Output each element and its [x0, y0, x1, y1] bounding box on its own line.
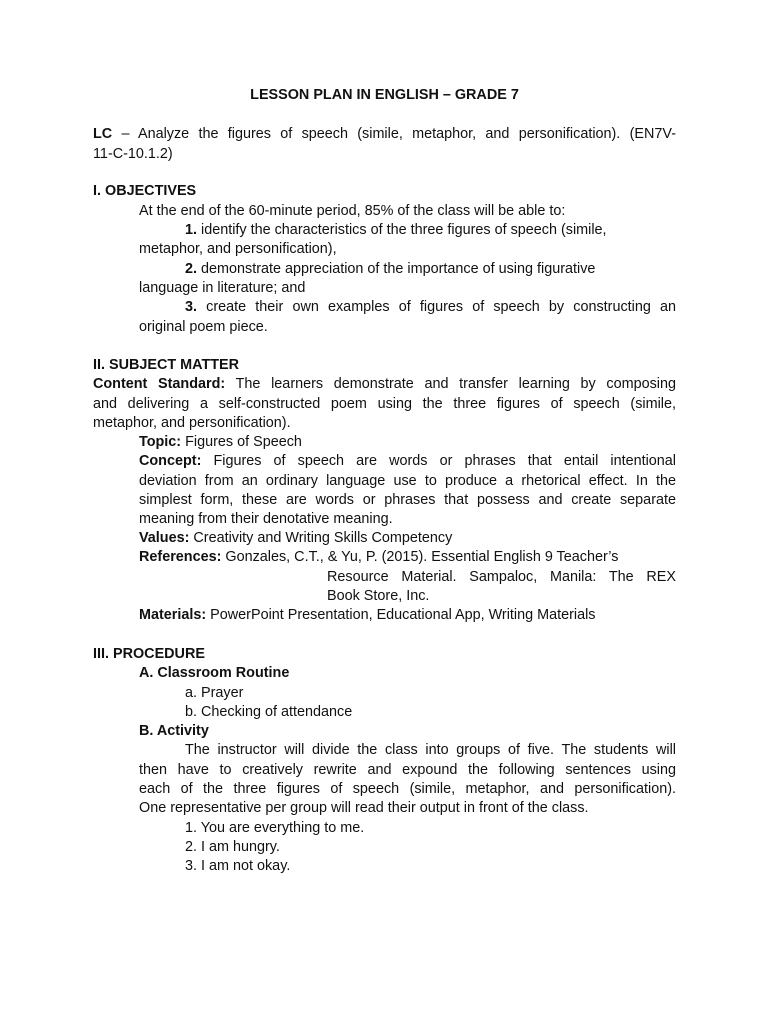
activity-line3: each of the three figures of speech (simile, metaphor, and personification). [139, 781, 676, 797]
objective-text-2: demonstrate appreciation of the importance of using figurative [197, 261, 596, 277]
objective-item-3-cont: original poem piece. [139, 319, 268, 335]
concept-label: Concept: [139, 453, 202, 469]
concept-line4: meaning from their denotative meaning. [139, 511, 393, 527]
sentence-item-1: 1. You are everything to me. [185, 820, 365, 836]
objective-item-1 [185, 221, 607, 240]
content-standard-label: Content Standard: [93, 376, 226, 392]
lc-text-line2: 11-C-10.1.2) [93, 146, 173, 162]
activity-line2: then have to creatively rewrite and expound the following sentences using [139, 762, 676, 778]
objective-item-1-cont: metaphor, and personification), [139, 241, 337, 257]
objective-num-1: 1. [185, 222, 198, 238]
objective-item-2 [185, 260, 595, 279]
values-label: Values: [139, 530, 190, 546]
procedure-heading: III. PROCEDURE [93, 646, 205, 662]
references [139, 548, 618, 567]
materials-value: PowerPoint Presentation, Educational App, Writing Materials [206, 607, 596, 623]
topic-value: Figures of Speech [181, 434, 302, 450]
references-line2: Resource Material. Sampaloc, Manila: The REX [327, 569, 676, 585]
objective-item-3 [185, 298, 676, 317]
activity-line1: The instructor will divide the class into groups of five. The students will [185, 742, 676, 758]
objective-num-3: 3. [185, 299, 198, 315]
activity-line4: One representative per group will read their output in front of the class. [139, 800, 589, 816]
sentence-item-2: 2. I am hungry. [185, 839, 280, 855]
concept-line3: simplest form, these are words or phrases that possess and create separate [139, 492, 676, 508]
objective-item-2-cont: language in literature; and [139, 280, 306, 296]
subject-matter-heading: II. SUBJECT MATTER [93, 357, 240, 373]
document-title: LESSON PLAN IN ENGLISH – GRADE 7 [250, 87, 519, 103]
references-line3: Book Store, Inc. [327, 588, 430, 604]
activity-heading: B. Activity [139, 723, 209, 739]
objectives-heading: I. OBJECTIVES [93, 183, 197, 199]
routine-item-prayer: a. Prayer [185, 685, 244, 701]
sentence-item-3: 3. I am not okay. [185, 858, 291, 874]
objective-text-3: create their own examples of figures of speech by constructing an [197, 299, 676, 315]
objectives-intro: At the end of the 60-minute period, 85% of the class will be able to: [139, 203, 566, 219]
materials [139, 606, 595, 625]
concept-line1: Figures of speech are words or phrases that entail intentional [201, 453, 676, 469]
concept [139, 452, 676, 471]
objective-text-1: identify the characteristics of the three figures of speech (simile, [197, 222, 607, 238]
materials-label: Materials: [139, 607, 207, 623]
routine-heading: A. Classroom Routine [139, 665, 290, 681]
lc-text-line1: – Analyze the figures of speech (simile, metaphor, and personification). (EN7V- [112, 126, 676, 142]
values [139, 529, 452, 548]
concept-line2: deviation from an ordinary language use to produce a rhetorical effect. In the [139, 473, 676, 489]
topic [139, 433, 302, 452]
lc-label: LC [93, 126, 113, 142]
routine-item-attendance: b. Checking of attendance [185, 704, 353, 720]
content-standard-line3: metaphor, and personification). [93, 415, 291, 431]
learning-competency [93, 125, 676, 144]
content-standard-line2: and delivering a self-constructed poem using the three figures of speech (simile, [93, 396, 676, 412]
content-standard [93, 375, 676, 394]
topic-label: Topic: [139, 434, 182, 450]
references-line1: Gonzales, C.T., & Yu, P. (2015). Essential English 9 Teacher’s [221, 549, 619, 565]
references-label: References: [139, 549, 222, 565]
objective-num-2: 2. [185, 261, 198, 277]
content-standard-line1: The learners demonstrate and transfer learning by composing [225, 376, 676, 392]
values-value: Creativity and Writing Skills Competency [189, 530, 453, 546]
